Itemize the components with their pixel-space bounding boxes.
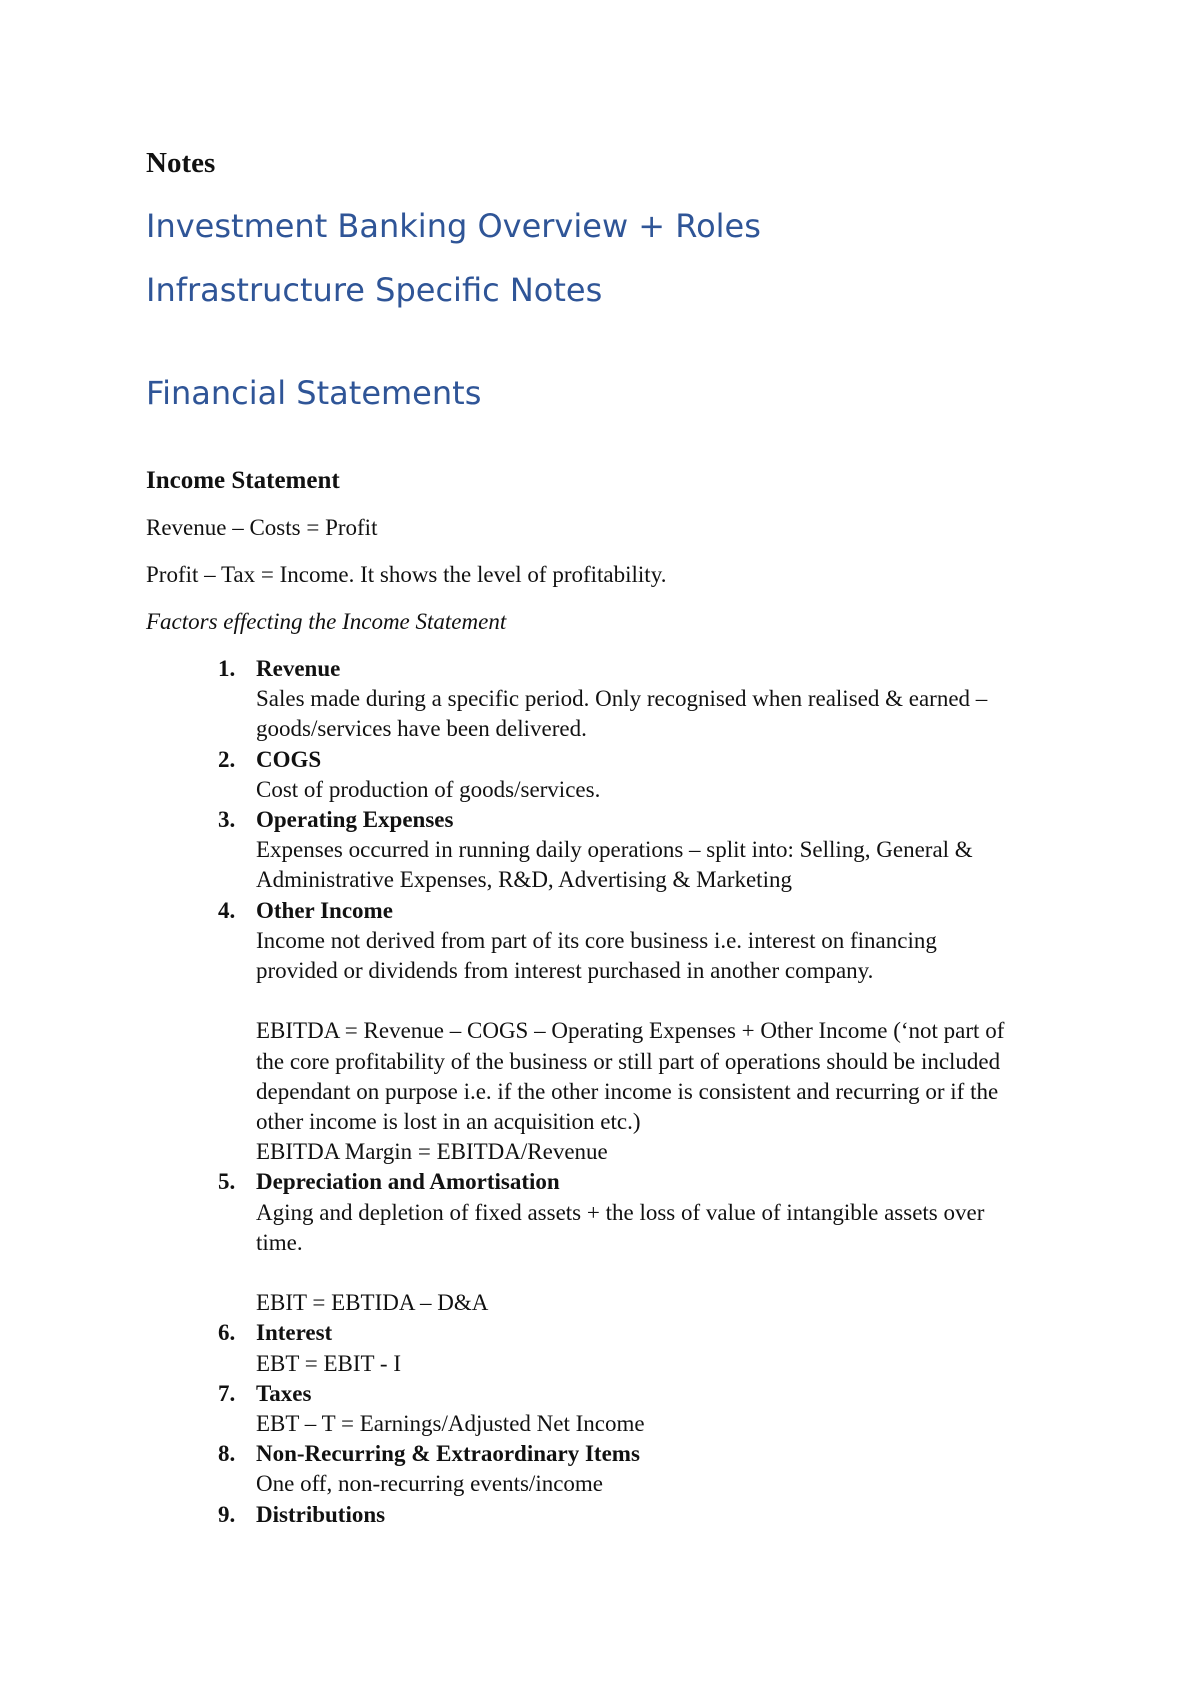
list-item-text: EBT = EBIT - I — [256, 1350, 401, 1376]
heading-infrastructure-notes: Infrastructure Specific Notes — [146, 271, 603, 309]
list-number: 5. — [218, 1169, 236, 1195]
list-number: 2. — [218, 746, 236, 772]
list-item-text: Sales made during a specific period. Only recognised when realised & earned – goods/services have been delivered. — [256, 686, 988, 742]
list-number: 9. — [218, 1501, 236, 1527]
heading-financial-statements: Financial Statements — [146, 374, 482, 412]
list-item — [146, 1500, 1066, 1530]
list-number: 8. — [218, 1441, 236, 1467]
list-item-text: Cost of production of goods/services. — [256, 776, 601, 802]
list-item — [146, 1167, 1066, 1318]
list-number: 7. — [218, 1380, 236, 1406]
list-item — [146, 654, 1066, 745]
equation-profit-tax: Profit – Tax = Income. It shows the level of profitability. — [146, 562, 667, 587]
list-item-title: Distributions — [256, 1501, 386, 1527]
list-item-text: Aging and depletion of fixed assets + the loss of value of intangible assets over time. EBIT = EBTIDA – D&A — [256, 1199, 985, 1316]
list-item-title: Other Income — [256, 897, 393, 923]
list-item-text: Expenses occurred in running daily operations – split into: Selling, General & Administrative Expenses, R&D, Advertising & Marketing — [256, 837, 973, 893]
list-item — [146, 805, 1066, 896]
list-item-title: Non-Recurring & Extraordinary Items — [256, 1441, 640, 1467]
list-item — [146, 1318, 1066, 1378]
list-item — [146, 1379, 1066, 1439]
equation-revenue-costs: Revenue – Costs = Profit — [146, 515, 378, 540]
list-item-title: Revenue — [256, 656, 341, 681]
list-item-text: Income not derived from part of its core business i.e. interest on financing provided or dividends from interest purchased in another company. EBITDA = Revenue – COGS – Operating Expenses + Other Income (‘not part of the core profitability of the business or still part of operations should be included dependant on purpose i.e. if the other income is consistent and recurring or if the other income is lost in an acquisition etc.) EBITDA Margin = EBITDA/Revenue — [256, 927, 1005, 1165]
list-item-title: Operating Expenses — [256, 807, 454, 833]
list-item-title: Interest — [256, 1320, 333, 1346]
factors-list — [146, 654, 1066, 1530]
section-title-income-statement: Income Statement — [146, 467, 340, 494]
list-item-text: EBT – T = Earnings/Adjusted Net Income — [256, 1411, 645, 1437]
list-item-title: Taxes — [256, 1380, 312, 1406]
list-item — [146, 1439, 1066, 1499]
list-item — [146, 745, 1066, 805]
list-number: 3. — [218, 807, 236, 833]
list-item-title: Depreciation and Amortisation — [256, 1169, 560, 1195]
factors-caption: Factors effecting the Income Statement — [146, 609, 507, 634]
list-number: 4. — [218, 897, 236, 923]
heading-investment-banking: Investment Banking Overview + Roles — [146, 207, 761, 245]
list-item — [146, 896, 1066, 1168]
list-number: 1. — [218, 656, 236, 681]
list-item-title: COGS — [256, 746, 322, 772]
notes-title: Notes — [146, 147, 216, 179]
list-item-text: One off, non-recurring events/income — [256, 1471, 604, 1497]
list-number: 6. — [218, 1320, 236, 1346]
